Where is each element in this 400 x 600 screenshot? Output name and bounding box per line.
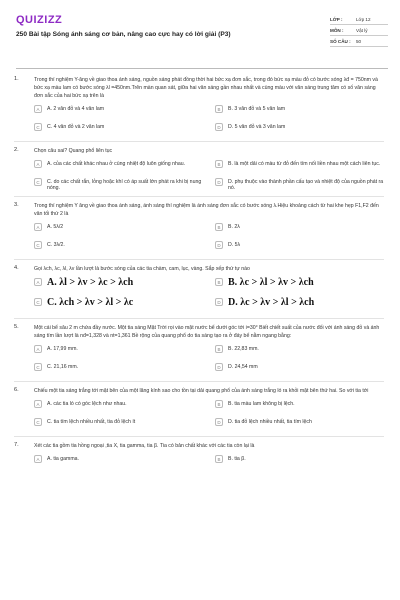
quizizz-logo: QUIZIZZ [16,14,63,26]
answer-options [34,104,384,137]
option-text: D. phụ thuộc vào thành phần cấu tạo và nhiệt độ của nguồn phát ra nó. [228,178,384,191]
answer-options [34,277,384,314]
answer-option-a[interactable] [34,399,203,414]
option-text: A. các tia ló có góc lệch như nhau. [47,400,127,407]
option-text: B. tia màu lam không bị lệch. [228,400,295,407]
question-text: Trong thí nghiệm Y âng về giao thoa ánh sáng, ánh sáng thí nghiệm là ánh sáng đơn sắc có bước sóng λ.Hiệu khoảng cách từ hai khe hẹp F1,F2 đến vân tối thứ 2 là [34,203,379,217]
question-text: Xét các tia gồm tia hồng ngoại ,tia X, tia gamma, tia β. Tia có bản chất khác với các tia còn lại là [34,443,255,449]
question-text: Chọn câu sai? Quang phổ liên tục [34,148,113,154]
answer-option-c[interactable] [34,297,203,314]
option-text: C. 3λ/2. [47,241,65,248]
question-number: 7. [14,442,19,448]
option-text: A. tia gamma. [47,455,80,462]
answer-option-b[interactable] [215,104,384,119]
meta-grade [330,14,388,25]
question-divider [14,436,384,437]
question-3 [0,202,400,255]
question-number: 5. [14,324,19,330]
option-text: C. 21,16 mm. [47,363,79,370]
option-letter-badge: D [215,123,223,131]
option-text: C. 4 vân đỏ và 2 vân lam [47,123,105,130]
answer-options [34,159,384,192]
option-text: B. 22,83 mm. [228,345,259,352]
option-letter-badge: C [34,241,42,249]
option-text: D. λc > λv > λl > λch [228,297,315,308]
question-divider [14,259,384,260]
option-letter-badge: C [34,363,42,371]
option-text: B. 3 vân đỏ và 5 vân lam [228,105,286,112]
answer-options [34,399,384,432]
question-text: Một cái bể sâu 2 m chứa đầy nước. Một tia sáng Mặt Trời rọi vào mặt nước bể dưới góc tới i=30° Biết chiết suất của nước đối với ánh sáng đỏ và ánh sáng tím lần lượt là nđ=1,328 và nt=1,361 Bề rộng của quang phổ do tia sáng tạo ra ở đáy bể nằm ngang bằng: [34,325,380,339]
option-letter-badge: B [215,223,223,231]
option-text: B. 2λ [228,223,240,230]
option-text: C. tia tím lệch nhiều nhất, tia đỏ lệch ít [47,418,136,425]
worksheet-header [0,0,400,68]
meta-value: Vật lý [356,27,368,33]
option-letter-badge: D [215,178,223,186]
option-text: B. là một dải có màu từ đỏ đến tím nối liền nhau một cách liên tục. [228,160,381,167]
question-1 [0,76,400,137]
option-letter-badge: A [34,455,42,463]
option-text: A. 17,99 mm. [47,345,78,352]
meta-value: Lớp 12 [356,16,371,22]
question-number: 2. [14,147,19,153]
option-letter-badge: C [34,178,42,186]
question-divider [14,141,384,142]
option-text: A. 2 vân đỏ và 4 vân lam [47,105,105,112]
option-letter-badge: B [215,278,223,286]
meta-value: 50 [356,38,362,44]
option-letter-badge: A [34,223,42,231]
option-text: D. 5 vân đỏ và 3 vân lam [228,123,286,130]
option-letter-badge: B [215,345,223,353]
meta-key: LỚP : [330,16,343,22]
answer-option-c[interactable] [34,122,203,137]
option-letter-badge: D [215,298,223,306]
answer-option-a[interactable] [34,344,203,359]
question-5 [0,324,400,377]
answer-options [34,222,384,255]
answer-option-b[interactable] [215,222,384,237]
meta-key: SỐ CÂU : [330,38,351,44]
option-letter-badge: D [215,241,223,249]
answer-option-c[interactable] [34,240,203,255]
answer-option-b[interactable] [215,277,384,294]
worksheet-title: 250 Bài tập Sóng ánh sáng cơ bản, nâng cao cực hay có lời giải (P3) [16,31,231,38]
answer-option-d[interactable] [215,297,384,314]
question-text: Gọi λch, λc, λl, λv lần lượt là bước sóng của các tia chàm, cam, lục, vàng. Sắp xếp thứ tự nào [34,266,250,272]
option-text: A. 5λ/2 [47,223,64,230]
meta-question-count [330,36,388,47]
answer-option-d[interactable] [215,177,384,192]
answer-option-c[interactable] [34,177,203,192]
question-2 [0,147,400,192]
question-number: 4. [14,265,19,271]
answer-options [34,344,384,377]
answer-option-a[interactable] [34,104,203,119]
question-list [0,76,400,472]
option-letter-badge: C [34,418,42,426]
option-text: B. tia β. [228,455,246,462]
answer-option-d[interactable] [215,362,384,377]
question-7 [0,442,400,469]
header-divider [16,68,388,69]
option-letter-badge: B [215,400,223,408]
option-text: A. λl > λv > λc > λch [47,277,134,288]
answer-option-a[interactable] [34,277,203,294]
option-text: C. λch > λv > λl > λc [47,297,134,308]
option-text: D. 24,54 mm [228,363,258,370]
answer-option-a[interactable] [34,454,203,469]
option-text: B. λc > λl > λv > λch [228,277,314,288]
meta-key: MÔN : [330,27,344,33]
question-divider [14,381,384,382]
answer-option-c[interactable] [34,362,203,377]
question-4 [0,265,400,314]
answer-option-a[interactable] [34,222,203,237]
answer-option-b[interactable] [215,399,384,414]
option-letter-badge: A [34,345,42,353]
meta-subject [330,25,388,36]
question-text: Trong thí nghiệm Y-âng về giao thoa ánh sáng, nguồn sáng phát đồng thời hai bức xạ đơn sắc, trong đó bức xạ màu đỏ có bước sóng λđ = 750nm và bức xạ màu lam có bước sóng λl =450nm.Trên màn quan sát, giữa hai vân sáng gần nhau nhất và cùng màu với vân sáng trung tâm có số vân sáng đơn sắc của hai bức xạ trên là [34,77,378,99]
option-text: D. tia đỏ lệch nhiều nhất, tia tím lệch [228,418,312,425]
option-text: D. 5λ [228,241,241,248]
option-letter-badge: C [34,123,42,131]
option-letter-badge: A [34,105,42,113]
option-letter-badge: D [215,418,223,426]
question-6 [0,387,400,432]
answer-option-d[interactable] [215,240,384,255]
question-text: Chiếu một tia sáng trắng tới mặt bên của một lăng kính sao cho tồn tại dải quang phổ của ánh sáng trắng ló ra khỏi mặt bên thứ hai. So với tia tới [34,388,369,394]
option-text: A. của các chất khác nhau ở cùng nhiệt độ luôn giống nhau. [47,160,186,167]
answer-option-b[interactable] [215,454,384,469]
answer-option-b[interactable] [215,344,384,359]
option-letter-badge: A [34,278,42,286]
answer-option-d[interactable] [215,122,384,137]
answer-option-b[interactable] [215,159,384,174]
option-letter-badge: D [215,363,223,371]
option-letter-badge: C [34,298,42,306]
answer-option-c[interactable] [34,417,203,432]
question-number: 6. [14,387,19,393]
question-number: 3. [14,202,19,208]
answer-option-a[interactable] [34,159,203,174]
question-divider [14,196,384,197]
answer-option-d[interactable] [215,417,384,432]
option-letter-badge: A [34,400,42,408]
option-letter-badge: A [34,160,42,168]
question-number: 1. [14,76,19,82]
option-text: C. do các chất rắn, lỏng hoặc khí có áp suất lớn phát ra khi bị nung nóng. [47,178,202,191]
option-letter-badge: B [215,455,223,463]
answer-options [34,454,384,469]
option-letter-badge: B [215,105,223,113]
worksheet-meta [330,14,388,47]
question-divider [14,318,384,319]
option-letter-badge: B [215,160,223,168]
